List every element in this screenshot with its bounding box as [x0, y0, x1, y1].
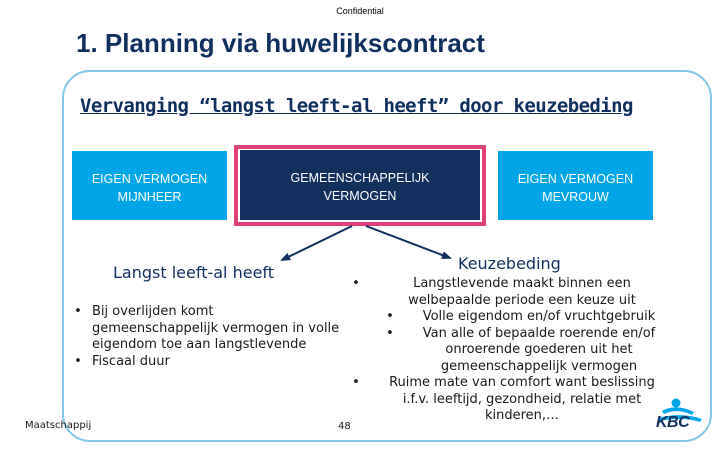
left-column-heading: Langst leeft-al heeft — [113, 263, 275, 282]
box-left-line-1: EIGEN VERMOGEN — [91, 172, 208, 186]
page-number: 48 — [338, 421, 351, 432]
bullet-icon: • — [352, 375, 360, 390]
logo-text: KBC — [656, 414, 690, 431]
bullet-icon: • — [74, 304, 82, 319]
box-left-line-2: MIJNHEER — [117, 190, 182, 204]
sub-list-item-text: Van alle of bepaalde roerende en/of onroerende goederen uit het gemeenschappelijk vermogen — [422, 325, 656, 374]
box-center-line-2: VERMOGEN — [323, 189, 397, 203]
box-eigen-vermogen-mevrouw — [498, 151, 653, 220]
list-item — [72, 304, 342, 354]
box-center-line-1: GEMEENSCHAPPELIJK — [290, 171, 430, 185]
highlight-border — [234, 145, 486, 226]
list-item — [350, 375, 690, 425]
confidential-label: Confidential — [336, 6, 384, 16]
sub-bullet-list — [350, 309, 690, 375]
right-column-heading: Keuzebeding — [458, 254, 561, 273]
box-right-line-1: EIGEN VERMOGEN — [517, 172, 634, 186]
slide-title: 1. Planning via huwelijkscontract — [76, 28, 485, 58]
bullet-icon: • — [352, 276, 360, 291]
list-item-text: Langstlevende maakt binnen een welbepaalde periode een keuze uit — [408, 276, 636, 308]
box-eigen-vermogen-mijnheer — [72, 151, 227, 220]
bullet-icon: • — [386, 325, 394, 341]
bullet-icon: • — [386, 309, 394, 324]
sub-list-item — [350, 309, 690, 326]
box-right-line-2: MEVROUW — [542, 190, 609, 204]
slide-subtitle: Vervanging “langst leeft-al heeft” door keuzebeding — [80, 95, 633, 117]
list-item-text: Fiscaal duur — [92, 353, 170, 369]
list-item-text: Bij overlijden komt gemeenschappelijk vermogen in volle eigendom toe aan langstlevende — [92, 304, 340, 352]
right-bullet-list — [350, 276, 690, 425]
list-item — [350, 276, 690, 375]
sub-list-item — [350, 326, 690, 376]
footer-company: Maatschappij — [25, 420, 92, 431]
sub-list-item-text: Volle eigendom en/of vruchtgebruik — [422, 309, 656, 324]
list-item — [72, 354, 342, 371]
left-bullet-list — [72, 304, 342, 370]
bullet-icon: • — [74, 353, 82, 369]
list-item-text: Ruime mate van comfort want beslissing i.f.v. leeftijd, gezondheid, relatie met kinderen,… — [389, 375, 655, 423]
